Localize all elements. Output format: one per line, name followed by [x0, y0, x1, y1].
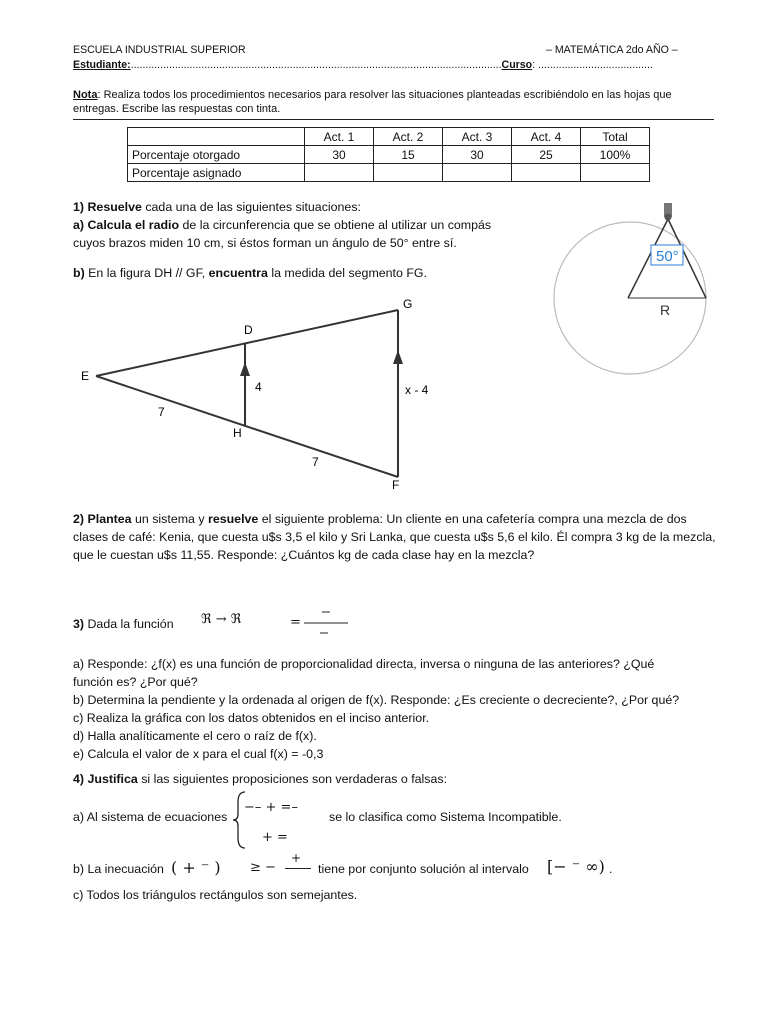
table-cell	[443, 164, 512, 182]
note-label: Nota	[73, 89, 98, 101]
q2-verb2: resuelve	[208, 512, 259, 526]
student-dots: ..............................................................................................................................	[130, 59, 502, 71]
q1-verb: Resuelve	[87, 200, 142, 214]
segment-ef	[96, 376, 398, 477]
table-header-cell: Act. 3	[443, 128, 512, 146]
q2-line3: que le cuestan u$s 11,55. Responde: ¿Cuántos kg de cada clase hay en la mezcla?	[73, 548, 535, 562]
table-header-cell	[128, 128, 305, 146]
q1a-bold: Calcula el radio	[87, 218, 180, 232]
q1a-label: a)	[73, 218, 85, 232]
q3-items	[73, 655, 679, 763]
q1b-bold: encuentra	[208, 266, 268, 280]
arrow-up-icon	[393, 350, 403, 364]
q1-text	[73, 198, 491, 252]
table-row	[128, 164, 650, 182]
triangle-figure	[78, 292, 438, 497]
divider	[73, 119, 714, 120]
table-cell	[374, 164, 443, 182]
q4-text	[73, 770, 447, 788]
q1a-text1: de la circunferencia que se obtiene al utilizar un compás	[179, 218, 492, 232]
point-e: E	[81, 369, 90, 383]
label-dh: 4	[255, 380, 262, 394]
table-header-cell: Act. 2	[374, 128, 443, 146]
point-d: D	[244, 323, 253, 337]
q1-number: 1)	[73, 200, 85, 214]
q2-number: 2)	[73, 512, 85, 526]
system-eq1: −– + =–	[244, 800, 298, 815]
q3-domain: ℜ → ℜ	[201, 612, 242, 627]
school-name: ESCUELA INDUSTRIAL SUPERIOR	[73, 44, 246, 56]
table-cell: 25	[512, 146, 581, 164]
course-dots: : .......................................	[532, 59, 653, 71]
q1b-text	[73, 264, 427, 282]
q4b-after: tiene por conjunto solución al intervalo	[318, 862, 529, 876]
q2-text	[73, 510, 716, 564]
q3-intro: Dada la función	[84, 617, 174, 631]
table-header-cell: Act. 1	[305, 128, 374, 146]
q4b-rel: ≥ −	[250, 860, 276, 875]
point-h: H	[233, 426, 242, 440]
table-row	[128, 146, 650, 164]
table-cell: 15	[374, 146, 443, 164]
q3-equals: =	[290, 615, 301, 630]
q3-item: e) Calcula el valor de x para el cual f(x) = -0,3	[73, 747, 324, 761]
system-eq2: + =	[262, 830, 288, 845]
q1b-text1: En la figura DH // GF,	[84, 266, 209, 280]
note-line1: : Realiza todos los procedimientos necesarios para resolver las situaciones planteadas escribiéndolo en las hojas que	[97, 89, 672, 101]
q3-item: d) Halla analíticamente el cero o raíz de f(x).	[73, 729, 317, 743]
table-cell	[512, 164, 581, 182]
system-brace-icon	[232, 790, 248, 850]
note	[73, 88, 672, 116]
q3-item: a) Responde: ¿f(x) es una función de proporcionalidad directa, inversa o ninguna de las anteriores? ¿Qué	[73, 657, 655, 671]
q4b-num: +	[291, 851, 302, 865]
q1b-label: b)	[73, 266, 85, 280]
q3-item: función es? ¿Por qué?	[73, 675, 198, 689]
q4b-text: b) La inecuación	[73, 862, 164, 876]
compass-pivot-icon	[665, 214, 672, 221]
q4b-fraction-bar	[285, 868, 311, 869]
label-hf: 7	[312, 455, 319, 469]
table-header-row	[128, 128, 650, 146]
table-cell: Porcentaje otorgado	[128, 146, 305, 164]
scores-table	[127, 127, 650, 182]
note-line2: entregas. Escribe las respuestas con tinta.	[73, 103, 281, 115]
q2-line2: clases de café: Kenia, que cuesta u$s 3,5 el kilo y Sri Lanka, que cuesta u$s 5,6 el kilo. Él compra 3 kg de la mezcla,	[73, 530, 716, 544]
q3-text	[73, 615, 174, 633]
q4b-expr: ( + ⁻ )	[171, 858, 221, 877]
table-cell: 30	[443, 146, 512, 164]
table-cell: 100%	[581, 146, 650, 164]
table-header-cell: Act. 4	[512, 128, 581, 146]
q4-intro: si las siguientes proposiciones son verdaderas o falsas:	[137, 772, 448, 786]
q4a-text: a) Al sistema de ecuaciones	[73, 810, 228, 824]
angle-label: 50°	[656, 248, 679, 265]
q1a-text2: cuyos brazos miden 10 cm, si éstos forman un ángulo de 50° entre sí.	[73, 236, 457, 250]
radius-label: R	[660, 302, 671, 318]
table-cell	[305, 164, 374, 182]
q2-line1: el siguiente problema: Un cliente en una cafetería compra una mezcla de dos	[258, 512, 687, 526]
point-g: G	[403, 297, 413, 311]
q1-intro: cada una de las siguientes situaciones:	[141, 200, 361, 214]
q3-item: c) Realiza la gráfica con los datos obtenidos en el inciso anterior.	[73, 711, 430, 725]
q4b-end: .	[609, 862, 613, 876]
table-header-cell: Total	[581, 128, 650, 146]
subject-title: – MATEMÁTICA 2do AÑO –	[546, 44, 678, 56]
label-eh: 7	[158, 405, 165, 419]
course-label: Curso	[501, 59, 533, 71]
label-gf: x - 4	[405, 383, 429, 397]
point-f: F	[392, 478, 400, 492]
q3-number: 3)	[73, 617, 85, 631]
student-label: Estudiante:	[73, 59, 131, 71]
q1b-text2: la medida del segmento FG.	[267, 266, 427, 280]
q2-verb1: Plantea	[87, 512, 132, 526]
arrow-up-icon	[240, 362, 250, 376]
q3-fraction	[302, 605, 352, 641]
table-cell	[581, 164, 650, 182]
q4-verb: Justifica	[87, 772, 138, 786]
q4a-after: se lo clasifica como Sistema Incompatible.	[329, 810, 562, 824]
q4-number: 4)	[73, 772, 85, 786]
segment-eg	[96, 310, 398, 376]
q3-item: b) Determina la pendiente y la ordenada al origen de f(x). Responde: ¿Es creciente o decreciente?, ¿Por qué?	[73, 693, 680, 707]
q2-mid: un sistema y	[131, 512, 208, 526]
student-line	[73, 59, 653, 71]
compass-figure	[550, 195, 720, 375]
table-cell: 30	[305, 146, 374, 164]
q4c-text: c) Todos los triángulos rectángulos son semejantes.	[73, 888, 358, 902]
table-cell: Porcentaje asignado	[128, 164, 305, 182]
q4b-interval: [− ⁻ ∞)	[547, 857, 605, 876]
